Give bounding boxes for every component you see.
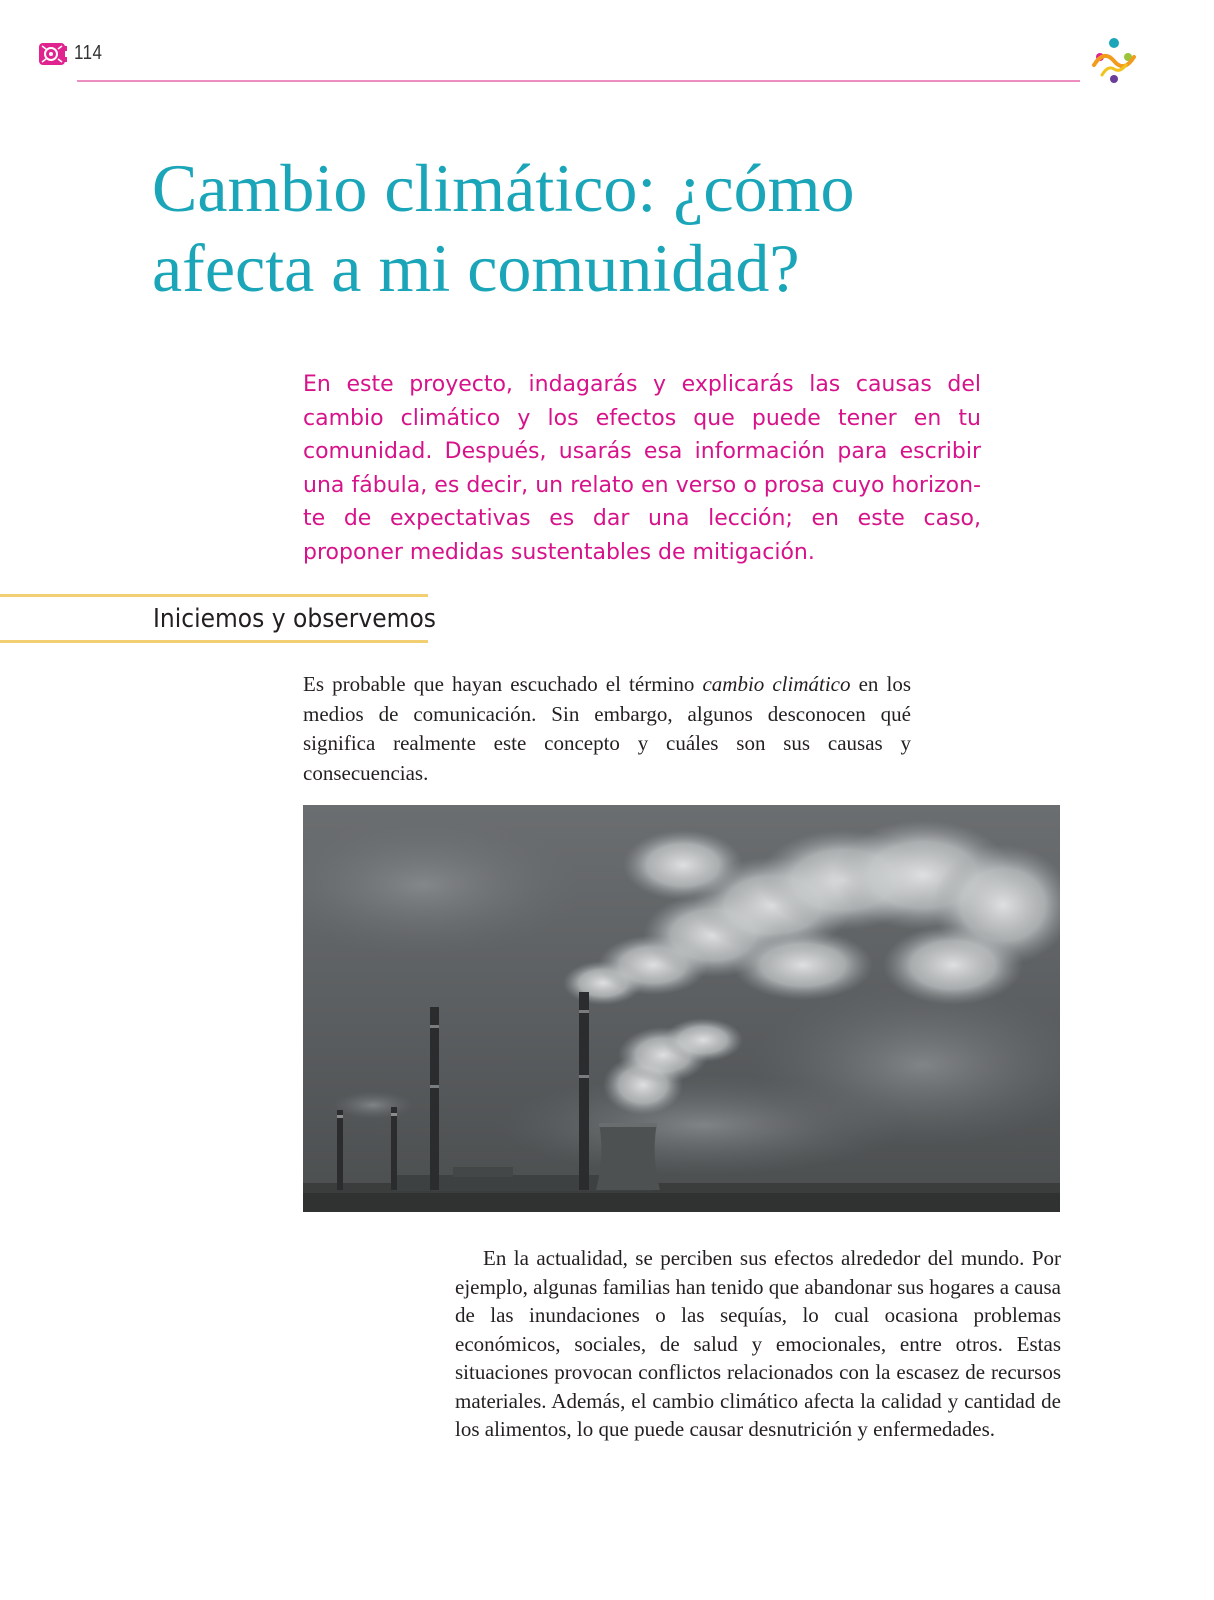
section-heading: Iniciemos y observemos [153, 604, 436, 634]
page-title-line1: Cambio climático: ¿cómo [152, 150, 855, 226]
page-title-line2: afecta a mi comunidad? [152, 230, 800, 306]
para1-term: cambio climático [702, 672, 851, 696]
section-rule-bottom [0, 640, 428, 643]
intro-paragraph: En este proyecto, indagarás y explicarás las causas del cambio climático y los efectos que puede tener en tu comunidad. Después, usarás esa información para escribir una fábula, es decir, un relato en verso o prosa cuyo horizonte de expectativas es dar una lección; en este caso, proponer medidas sustentables de mitigación. [303, 372, 981, 565]
page-number: 114 [74, 42, 103, 64]
photo-illustration [303, 805, 1060, 1212]
header-rule [77, 80, 1080, 82]
body-paragraph-1 [303, 670, 911, 788]
para1-before: Es probable que hayan escuchado el término [303, 672, 703, 696]
pink-glyph-ornament-icon [38, 40, 68, 68]
body-paragraph-2: En la actualidad, se perciben sus efectos alrededor del mundo. Por ejemplo, algunas familias han tenido que abandonar sus hogares a causa de las inundaciones o las sequías, lo cual ocasiona problemas económicos, sociales, de salud y emocionales, entre otros. Estas situaciones provocan conflictos relacionados con la escasez de recursos materiales. Además, el cambio climático afecta la calidad y cantidad de los alimentos, lo que puede causar desnutrición y enfermedades. [455, 1246, 1061, 1441]
factory-smokestacks-smoke-photo [303, 805, 1060, 1212]
page-title [152, 148, 1052, 308]
para1-after: en los medios de comunicación. Sin embargo, algunos desconocen qué significa realmente este concepto y cuáles son sus causas y consecuencias. [303, 672, 912, 785]
dancing-figures-logo-icon [1088, 35, 1140, 87]
section-rule-top [0, 594, 428, 597]
